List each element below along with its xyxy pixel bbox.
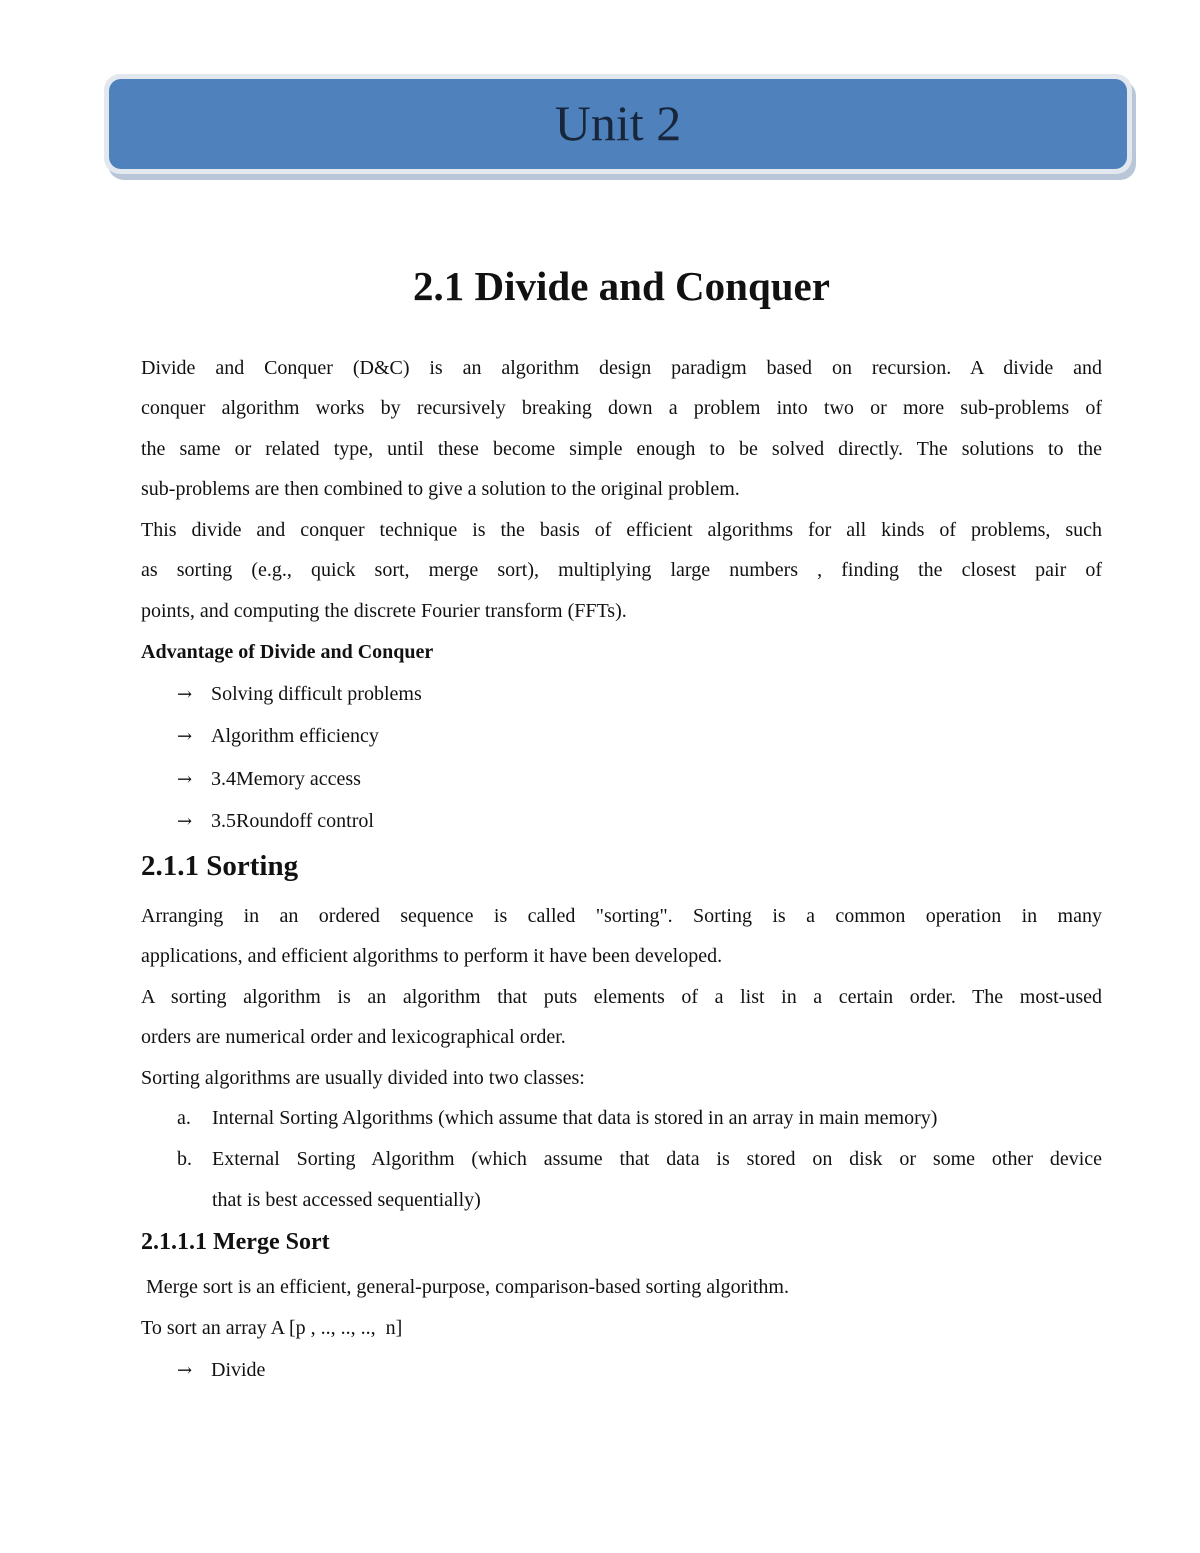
list-item <box>177 716 379 756</box>
unit-title: Unit 2 <box>554 95 682 151</box>
paragraph-line: as sorting (e.g., quick sort, merge sort), multiplying large numbers , finding the closest pair of <box>141 559 1102 581</box>
paragraph-line: orders are numerical order and lexicographical order. <box>141 1026 566 1048</box>
right-arrow-icon: → <box>177 769 193 790</box>
list-item-text: Algorithm efficiency <box>211 725 379 747</box>
right-arrow-icon: → <box>177 1360 193 1381</box>
right-arrow-icon: → <box>177 684 193 705</box>
list-item <box>177 1139 1102 1179</box>
paragraph-line: Divide and Conquer (D&C) is an algorithm design paradigm based on recursion. A divide and <box>141 357 1102 379</box>
paragraph-line: the same or related type, until these become simple enough to be solved directly. The solutions to the <box>141 438 1102 460</box>
list-item <box>177 801 374 841</box>
list-marker: a. <box>177 1107 191 1129</box>
paragraph-line: This divide and conquer technique is the basis of efficient algorithms for all kinds of problems, such <box>141 519 1102 541</box>
list-item-text: 3.4Memory access <box>211 768 361 790</box>
paragraph-line: To sort an array A [p , .., .., .., n] <box>141 1317 403 1339</box>
paragraph-line: Merge sort is an efficient, general-purpose, comparison-based sorting algorithm. <box>141 1276 789 1298</box>
list-item-text: Solving difficult problems <box>211 683 422 705</box>
paragraph-line: A sorting algorithm is an algorithm that puts elements of a list in a certain order. The most-used <box>141 986 1102 1008</box>
list-item <box>177 1350 265 1390</box>
list-item-text: Internal Sorting Algorithms (which assume that data is stored in an array in main memory) <box>212 1107 938 1129</box>
list-item-text: 3.5Roundoff control <box>211 810 374 832</box>
subsection-title: 2.1.1 Sorting <box>141 850 299 882</box>
paragraph-line: Sorting algorithms are usually divided into two classes: <box>141 1067 585 1089</box>
title-banner-fill <box>109 79 1127 169</box>
title-banner <box>104 74 1132 174</box>
list-item <box>177 759 361 799</box>
paragraph-line: Arranging in an ordered sequence is called "sorting". Sorting is a common operation in many <box>141 905 1102 927</box>
subsubsection-title: 2.1.1.1 Merge Sort <box>141 1229 330 1255</box>
list-item <box>177 674 422 714</box>
paragraph-line: conquer algorithm works by recursively breaking down a problem into two or more sub-problems of <box>141 397 1102 419</box>
list-item-text: Divide <box>211 1359 266 1381</box>
list-item <box>177 1098 1102 1138</box>
section-title: 2.1 Divide and Conquer <box>413 263 830 309</box>
paragraph-line: applications, and efficient algorithms to perform it have been developed. <box>141 945 723 967</box>
list-item-text: External Sorting Algorithm (which assume that data is stored on disk or some other device <box>212 1148 1102 1170</box>
list-marker: b. <box>177 1148 192 1170</box>
right-arrow-icon: → <box>177 811 193 832</box>
paragraph-line: points, and computing the discrete Fourier transform (FFTs). <box>141 600 627 622</box>
right-arrow-icon: → <box>177 726 193 747</box>
list-item-continuation: that is best accessed sequentially) <box>212 1189 481 1211</box>
paragraph-line: sub-problems are then combined to give a solution to the original problem. <box>141 478 740 500</box>
advantage-heading: Advantage of Divide and Conquer <box>141 641 434 663</box>
